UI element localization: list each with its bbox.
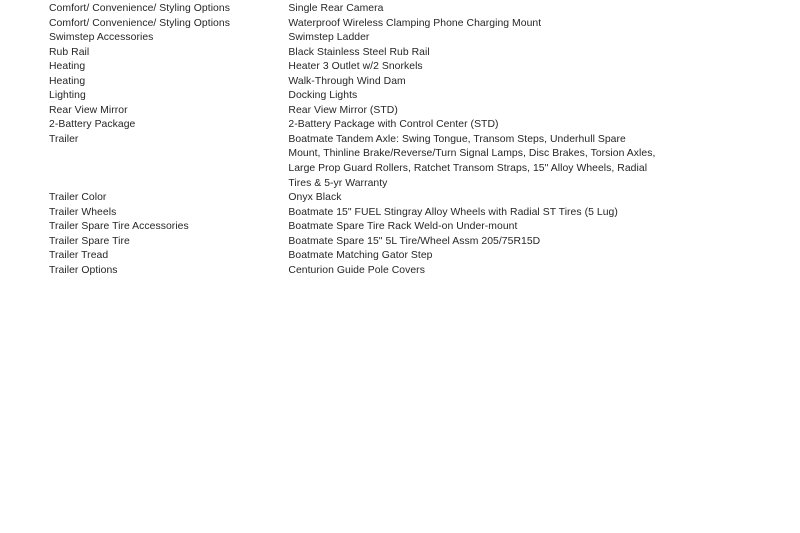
option-value (288, 264, 669, 279)
option-category: Trailer Options (49, 264, 118, 276)
option-category: Comfort/ Convenience/ Styling Options (49, 3, 230, 14)
option-value-text: Boatmate Matching Gator Step (288, 250, 433, 262)
option-value-text: Black Stainless Steel Rub Rail (288, 46, 430, 58)
option-value-text: Heater 3 Outlet w/2 Snorkels (288, 61, 423, 73)
table-row (49, 191, 669, 206)
table-row (49, 104, 669, 119)
option-value (288, 104, 669, 119)
option-category: Swimstep Accessories (49, 32, 154, 44)
option-value (288, 118, 669, 133)
option-value-text: Walk-Through Wind Dam (288, 75, 406, 87)
options-spec-table-body (49, 2, 669, 278)
option-category: Heating (49, 75, 86, 87)
option-value (288, 2, 669, 17)
table-row (49, 2, 669, 17)
table-row (49, 89, 669, 104)
table-row (49, 249, 669, 264)
option-value-text: Onyx Black (288, 192, 342, 204)
table-row (49, 75, 669, 90)
option-value (288, 206, 669, 221)
options-spec-table (49, 2, 669, 278)
table-row (49, 220, 669, 235)
option-value (288, 133, 669, 191)
table-row (49, 118, 669, 133)
option-value (288, 249, 669, 264)
option-value (288, 220, 669, 235)
option-category: Trailer Wheels (49, 206, 117, 218)
option-value-text: Boatmate Spare Tire Rack Weld-on Under-mount (288, 221, 518, 233)
table-row (49, 60, 669, 75)
option-value (288, 46, 669, 61)
option-value-text: Single Rear Camera (288, 3, 384, 14)
option-value-text: Centurion Guide Pole Covers (288, 264, 425, 276)
option-value-text: Swimstep Ladder (288, 32, 370, 44)
option-category: 2-Battery Package (49, 119, 136, 131)
option-value-text: Boatmate 15" FUEL Stingray Alloy Wheels with Radial ST Tires (5 Lug) (288, 206, 618, 218)
option-category: Trailer Tread (49, 250, 109, 262)
option-value (288, 31, 669, 46)
option-value (288, 60, 669, 75)
table-row (49, 235, 669, 250)
option-category: Comfort/ Convenience/ Styling Options (49, 17, 230, 29)
option-category: Rear View Mirror (49, 104, 128, 116)
option-category: Trailer Spare Tire Accessories (49, 221, 189, 233)
table-row (49, 133, 669, 191)
option-category: Heating (49, 61, 86, 73)
option-value (288, 75, 669, 90)
table-row (49, 17, 669, 32)
option-value (288, 191, 669, 206)
table-row (49, 31, 669, 46)
option-value-text: Boatmate Spare 15" 5L Tire/Wheel Assm 205/75R15D (288, 235, 541, 247)
option-category: Rub Rail (49, 46, 90, 58)
option-value-text: 2-Battery Package with Control Center (STD) (288, 119, 499, 131)
option-value-text: Waterproof Wireless Clamping Phone Charging Mount (288, 17, 542, 29)
option-value (288, 89, 669, 104)
table-row (49, 46, 669, 61)
option-value-text: Docking Lights (288, 90, 358, 102)
option-value (288, 17, 669, 32)
option-category: Trailer (49, 133, 79, 145)
table-row (49, 206, 669, 221)
option-value-text: Boatmate Tandem Axle: Swing Tongue, Transom Steps, Underhull Spare Mount, Thinline Brake/Reverse/Turn Signal Lamps, Disc Brakes, Torsion Axles, Large Prop Guard Rollers, Ratchet Transom Straps, 15" Alloy Wheels, Radial Tires & 5-yr Warranty (288, 133, 656, 189)
option-category: Lighting (49, 90, 86, 102)
option-value-text: Rear View Mirror (STD) (288, 104, 398, 116)
option-category: Trailer Color (49, 192, 107, 204)
option-category: Trailer Spare Tire (49, 235, 130, 247)
table-row (49, 264, 669, 279)
option-value (288, 235, 669, 250)
